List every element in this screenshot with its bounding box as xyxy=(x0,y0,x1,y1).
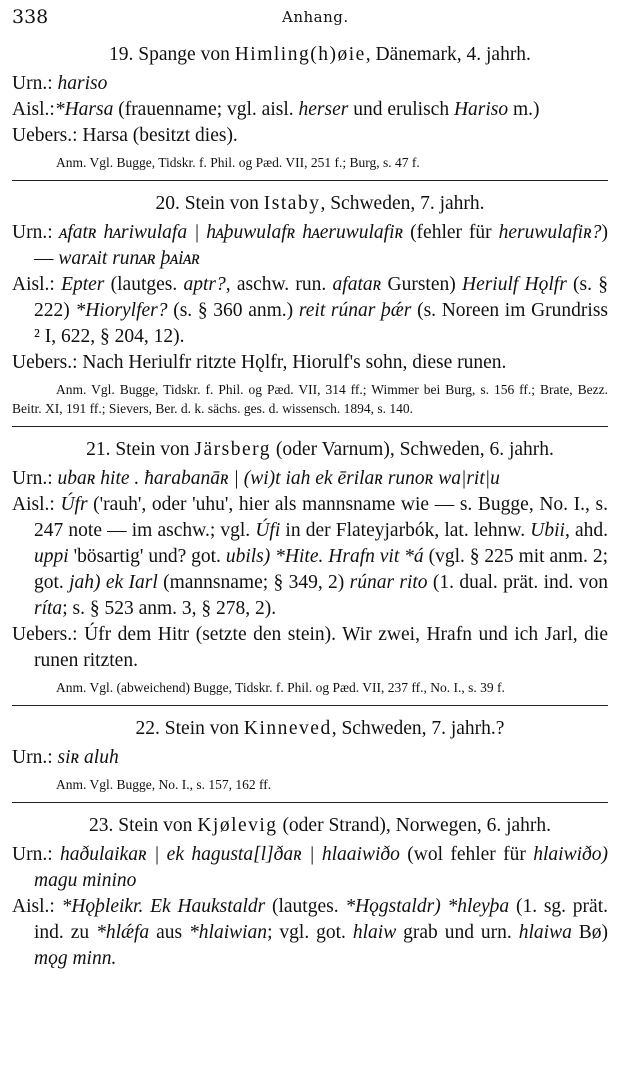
annotation: Anm. Vgl. Bugge, No. I., s. 157, 162 ff. xyxy=(56,777,272,792)
urn-line: Urn.: ᴀfatʀ hᴀriwulafa | hᴀþuwulafʀ hᴀeruwulafiʀ (fehler für heruwulafiʀ?) — warᴀit runᴀʀ þᴀiᴀʀ xyxy=(12,222,609,269)
entry-title: 21. Stein von Järsberg (oder Varnum), Schweden, 6. jahrh. xyxy=(86,439,554,460)
entry-20 xyxy=(12,191,608,418)
divider xyxy=(12,426,608,427)
running-title: Anhang. xyxy=(282,8,349,26)
aisl-line: Aisl.: *Hǫþleikr. Ek Haukstaldr (lautges. *Hǫgstaldr) *hleyþa (1. sg. prät. ind. zu *hlǽfa aus *hlaiwian; vgl. got. hlaiw grab und urn. hlaiwa Bø) mǫg minn. xyxy=(12,896,609,969)
urn-line: Urn.: ubaʀ hite . ħarabanāʀ | (wi)t iah ek ērilaʀ runoʀ wa|rit|u xyxy=(12,468,500,489)
uebers-line: Uebers.: Harsa (besitzt dies). xyxy=(12,125,238,146)
page-header xyxy=(12,4,608,32)
page xyxy=(12,4,608,972)
urn-line: Urn.: hariso xyxy=(12,73,108,94)
divider xyxy=(12,705,608,706)
entry-title: 20. Stein von Istaby, Schweden, 7. jahrh. xyxy=(155,193,485,214)
aisl-line: Aisl.: Epter (lautges. aptr?, aschw. run. afataʀ Gursten) Heriulf Hǫlfr (s. § 222) *Hiorylfer? (s. § 360 anm.) reit rúnar þǽr (s. Noreen im Grundriss ² I, 622, § 204, 12). xyxy=(12,274,608,347)
uebers-line: Uebers.: Nach Heriulfr ritzte Hǫlfr, Hiorulf's sohn, diese runen. xyxy=(12,352,507,373)
divider xyxy=(12,802,608,803)
entry-23 xyxy=(12,813,608,972)
entry-19 xyxy=(12,42,608,172)
entry-22 xyxy=(12,716,608,794)
urn-line: Urn.: siʀ aluh xyxy=(12,747,119,768)
entry-title: 23. Stein von Kjølevig (oder Strand), Norwegen, 6. jahrh. xyxy=(88,815,552,836)
aisl-line: Aisl.:*Harsa (frauenname; vgl. aisl. herser und erulisch Hariso m.) xyxy=(12,99,540,120)
entry-21 xyxy=(12,437,608,697)
annotation: Anm. Vgl. (abweichend) Bugge, Tidskr. f. Phil. og Pæd. VII, 237 ff., No. I., s. 39 f. xyxy=(56,680,505,695)
entry-title: 22. Stein von Kinneved, Schweden, 7. jahrh.? xyxy=(135,718,505,739)
annotation: Anm. Vgl. Bugge, Tidskr. f. Phil. og Pæd. VII, 314 ff.; Wimmer bei Burg, s. 156 ff.; Brate, Bezz. Beitr. XI, 191 ff.; Sievers, Ber. d. k. sächs. ges. d. wissensch. 1894, s. 140. xyxy=(12,382,608,416)
entry-title: 19. Spange von Himling(h)øie, Dänemark, 4. jahrh. xyxy=(109,44,531,65)
uebers-line: Uebers.: Úfr dem Hitr (setzte den stein). Wir zwei, Hrafn und ich Jarl, die runen ritzten. xyxy=(12,624,608,671)
divider xyxy=(12,180,608,181)
annotation: Anm. Vgl. Bugge, Tidskr. f. Phil. og Pæd. VII, 251 f.; Burg, s. 47 f. xyxy=(56,155,420,170)
aisl-line: Aisl.: Úfr ('rauh', oder 'uhu', hier als mannsname wie — s. Bugge, No. I., s. 247 note — im aschw.; vgl. Úfi in der Flateyjarbók, lat. lehnw. Ubii, ahd. uppi 'bösartig' und? got. ubils) *Hite. Hrafn vit *á (vgl. § 225 mit anm. 2; got. jah) ek Iarl (mannsname; § 349, 2) rúnar rito (1. dual. prät. ind. von ríta; s. § 523 anm. 3, § 278, 2). xyxy=(12,494,609,619)
urn-line: Urn.: haðulaikaʀ | ek hagusta[l]ðaʀ | hlaaiwiðo (wol fehler für hlaiwiðo) magu minino xyxy=(12,844,608,891)
page-number: 338 xyxy=(12,6,49,28)
